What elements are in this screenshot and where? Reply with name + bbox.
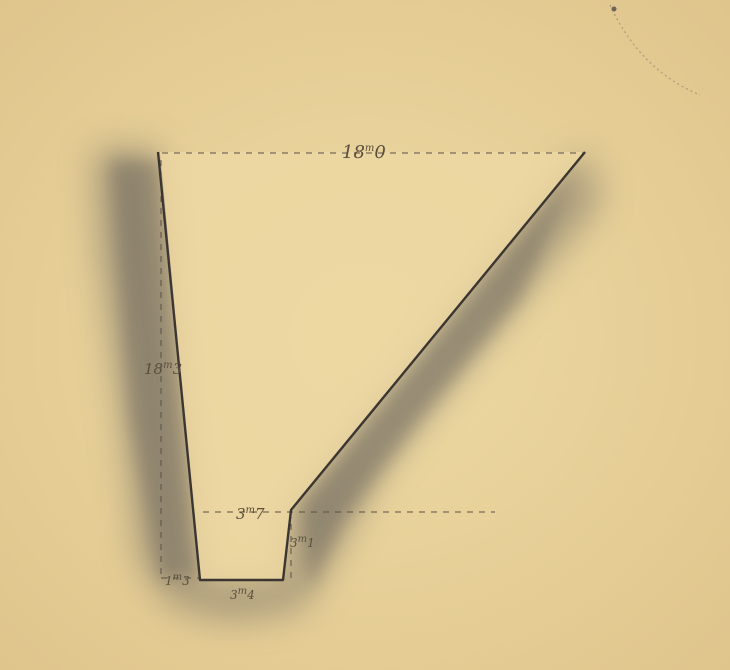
- stamp-dot: [612, 7, 617, 12]
- bottom-width-label: 3$^m$4: [230, 586, 255, 602]
- top-width-label: 18$^m$0: [342, 142, 386, 163]
- right-step-label: 3$^m$1: [290, 534, 315, 550]
- left-height-label: 18$^m$3: [144, 360, 183, 378]
- inner-width-label: 3$^m$7: [236, 505, 265, 523]
- left-step-label: 1$^m$3: [165, 572, 190, 588]
